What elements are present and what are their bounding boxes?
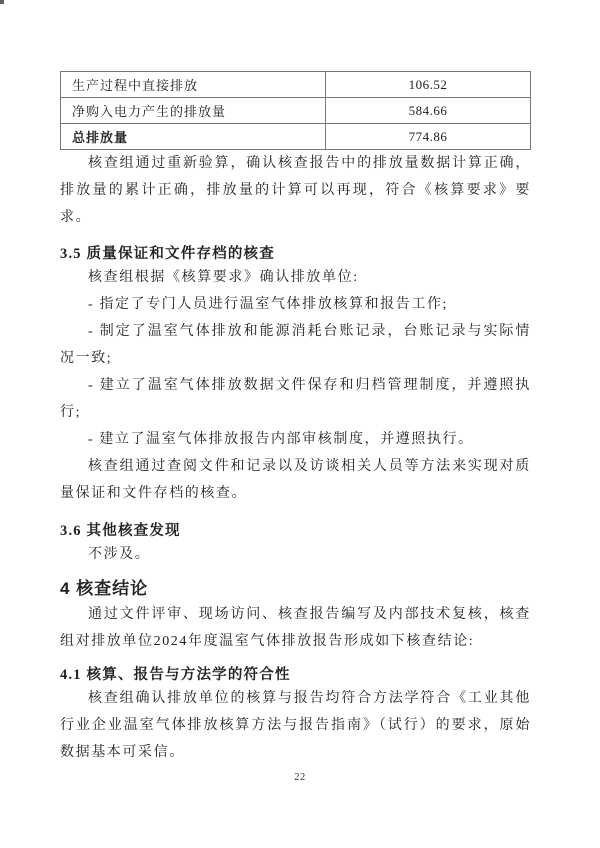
table-row	[61, 72, 531, 98]
bullet-item: - 建立了温室气体排放报告内部审核制度，并遵照执行。	[88, 432, 474, 447]
bullet-item: - 建立了温室气体排放数据文件保存和归档管理制度，并遵照执行;	[60, 378, 531, 420]
table-row	[61, 98, 531, 124]
paragraph-qa-method: 核查组通过查阅文件和记录以及访谈相关人员等方法来实现对质量保证和文件存档的核查。	[60, 459, 531, 501]
section-heading-4-1: 4.1 核算、报告与方法学的符合性	[60, 667, 291, 683]
row-value: 584.66	[326, 98, 531, 124]
emissions-table	[60, 71, 531, 150]
bullet-item: - 制定了温室气体排放和能源消耗台账记录，台账记录与实际情况一致;	[60, 324, 531, 366]
section-heading-3-6: 3.6 其他核查发现	[60, 523, 181, 539]
paragraph-recalculation: 核查组通过重新验算，确认核查报告中的排放量数据计算正确，排放量的累计正确，排放量的计算可以再现，符合《核算要求》要求。	[60, 156, 531, 225]
row-label: 净购入电力产生的排放量	[61, 98, 326, 124]
row-label: 总排放量	[61, 124, 326, 150]
paragraph-qa-intro: 核查组根据《核算要求》确认排放单位:	[88, 270, 359, 285]
row-value: 774.86	[326, 124, 531, 150]
section-heading-3-5: 3.5 质量保证和文件存档的核查	[60, 246, 275, 262]
paragraph-conclusion-intro: 通过文件评审、现场访问、核查报告编写及内部技术复核，核查组对排放单位2024年度温室气体排放报告形成如下核查结论:	[60, 607, 531, 649]
row-label: 生产过程中直接排放	[61, 72, 326, 98]
scan-corner-artifact	[0, 0, 4, 4]
paragraph-not-involved: 不涉及。	[88, 547, 151, 562]
table-row-total	[61, 124, 531, 150]
row-value: 106.52	[326, 72, 531, 98]
bullet-item: - 指定了专门人员进行温室气体排放核算和报告工作;	[88, 297, 449, 312]
section-heading-4: 4 核查结论	[60, 579, 149, 598]
paragraph-compliance: 核查组确认排放单位的核算与报告均符合方法学符合《工业其他行业企业温室气体排放核算方法与报告指南》（试行）的要求，原始数据基本可采信。	[60, 691, 531, 760]
page-number: 22	[294, 772, 306, 783]
